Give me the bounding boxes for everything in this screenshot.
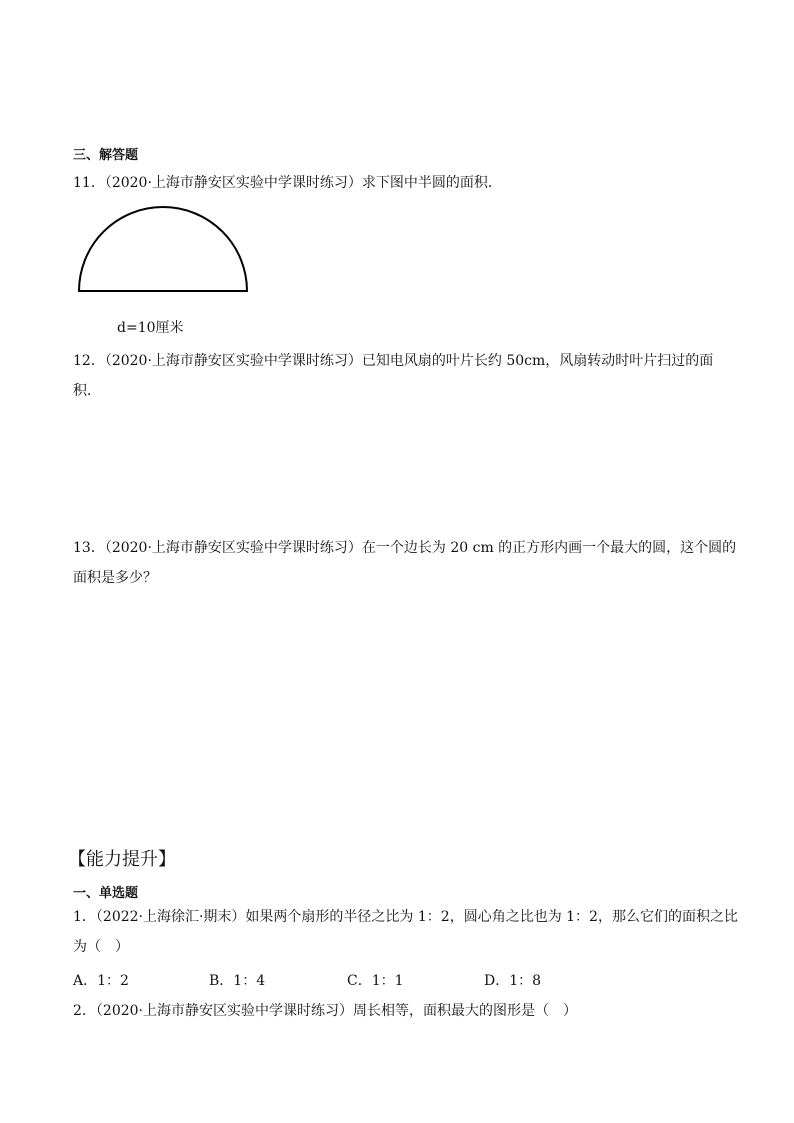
question-1-line2: 为（ ） xyxy=(73,939,129,955)
question-1-line1: 1．（2022·上海徐汇·期末）如果两个扇形的半径之比为 1：2，圆心角之比也为 1：2，那么它们的面积之比 xyxy=(73,909,738,925)
option-d: D．1：8 xyxy=(484,973,542,989)
question-2: 2．（2020·上海市静安区实验中学课时练习）周长相等，面积最大的图形是（ ） xyxy=(73,1003,577,1019)
option-c: C．1：1 xyxy=(347,973,404,989)
option-a: A．1：2 xyxy=(73,973,129,989)
section-title-single-choice: 一、单选题 xyxy=(73,886,139,901)
question-12-line1: 12．（2020·上海市静安区实验中学课时练习）已知电风扇的叶片长约 50cm，风扇转动时叶片扫过的面 xyxy=(73,353,714,369)
figure-label-diameter: d=10厘米 xyxy=(117,320,184,336)
question-12-line2: 积． xyxy=(73,383,101,399)
semicircle-figure xyxy=(74,203,252,295)
ability-section-heading: 【能力提升】 xyxy=(68,849,176,870)
question-13-line2: 面积是多少？ xyxy=(73,570,157,586)
section-title-answer: 三、解答题 xyxy=(73,148,139,163)
option-b: B．1：4 xyxy=(209,973,266,989)
question-11: 11．（2020·上海市静安区实验中学课时练习）求下图中半圆的面积． xyxy=(73,175,502,191)
question-13-line1: 13．（2020·上海市静安区实验中学课时练习）在一个边长为 20 cm 的正方形内画一个最大的圆，这个圆的 xyxy=(73,540,737,556)
